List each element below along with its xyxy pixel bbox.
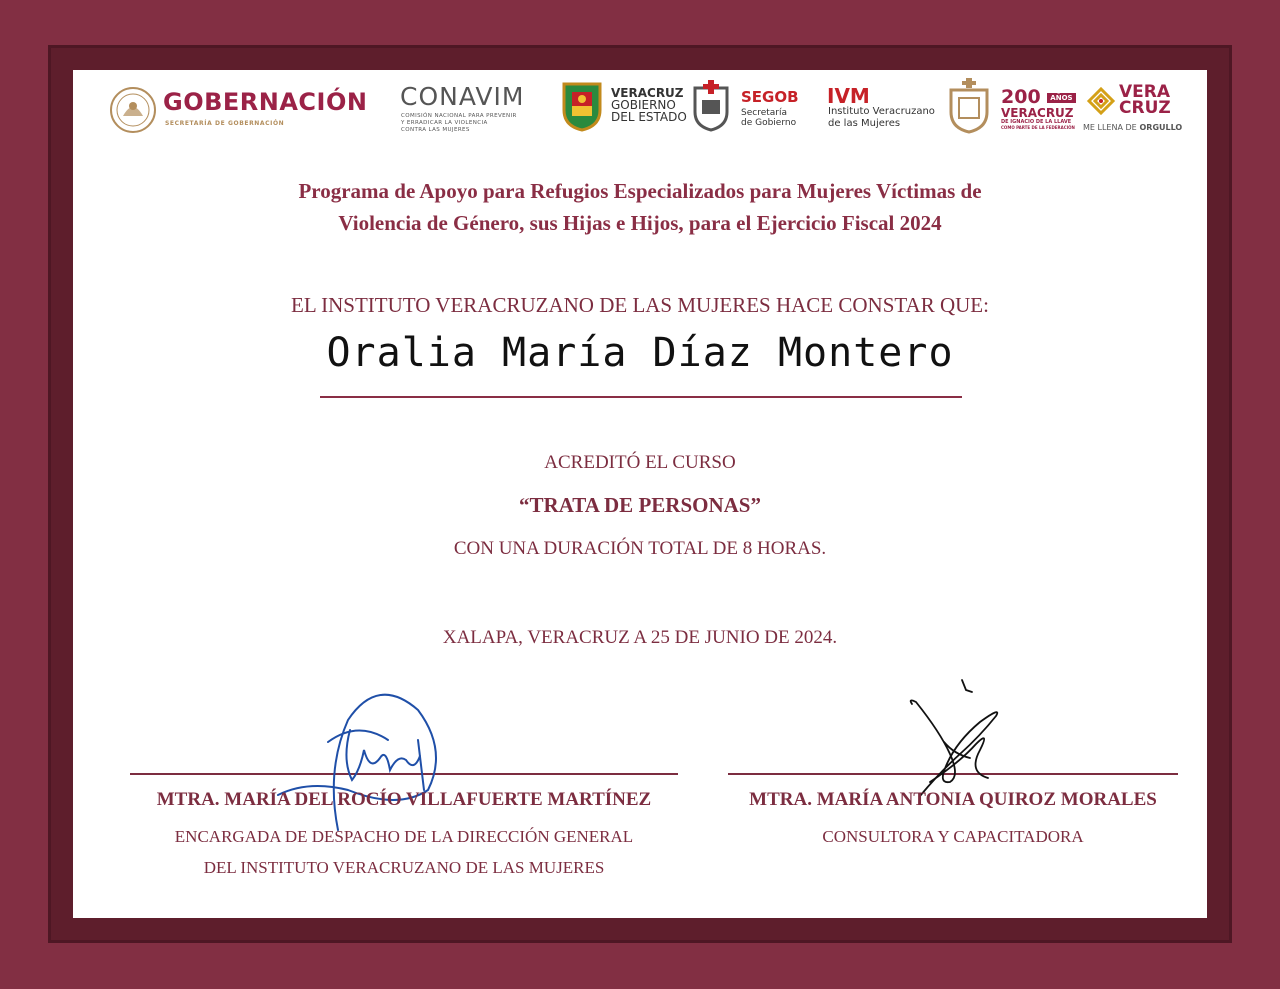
recipient-name: Oralia María Díaz Montero bbox=[326, 330, 954, 376]
signatory-1-role-line-1: ENCARGADA DE DESPACHO DE LA DIRECCIÓN GENERAL bbox=[174, 827, 634, 846]
veracruz-gobierno-text bbox=[611, 87, 687, 123]
veracruz-seal-icon bbox=[947, 78, 991, 134]
200-number: 200 bbox=[1001, 86, 1041, 108]
veracruz-brand-line: CRUZ bbox=[1119, 98, 1171, 118]
veracruz-200-logo bbox=[1001, 88, 1081, 130]
certificate-statement: EL INSTITUTO VERACRUZANO DE LAS MUJERES HACE CONSTAR QUE: bbox=[291, 293, 989, 317]
signature-1-icon bbox=[268, 680, 458, 840]
place-date: XALAPA, VERACRUZ A 25 DE JUNIO DE 2024. bbox=[442, 627, 838, 648]
veracruz-gobierno-line: GOBIERNO bbox=[611, 98, 676, 112]
veracruz-knot-icon bbox=[1085, 85, 1117, 117]
course-name: “TRATA DE PERSONAS” bbox=[519, 493, 761, 517]
veracruz-shield-icon bbox=[560, 80, 604, 132]
accredited-label: ACREDITÓ EL CURSO bbox=[544, 452, 736, 473]
signatory-1-name: MTRA. MARÍA DEL ROCÍO VILLAFUERTE MARTÍNEZ bbox=[156, 789, 652, 810]
program-line: Violencia de Género, sus Hijas e Hijos, para el Ejercicio Fiscal 2024 bbox=[338, 211, 942, 235]
conavim-title: CONAVIM bbox=[400, 82, 525, 111]
logo-strip bbox=[73, 70, 1207, 154]
200-veracruz-title: VERACRUZ bbox=[1001, 105, 1074, 120]
segob-emblem-icon bbox=[691, 80, 731, 132]
program-line: Programa de Apoyo para Refugios Especializados para Mujeres Víctimas de bbox=[298, 179, 982, 203]
veracruz-brand-text bbox=[1119, 84, 1171, 116]
signatory-2-role: CONSULTORA Y CAPACITADORA bbox=[822, 827, 1084, 846]
conavim-sub-line: COMISIÓN NACIONAL PARA PREVENIR bbox=[401, 113, 517, 119]
gobernacion-seal-icon bbox=[109, 86, 157, 134]
gobernacion-subtitle: SECRETARÍA DE GOBERNACIÓN bbox=[165, 120, 285, 127]
program-title bbox=[0, 175, 1280, 239]
ivm-sub-line: Instituto Veracruzano bbox=[828, 106, 935, 117]
ivm-title: IVM bbox=[827, 84, 870, 108]
200-sub-line: COMO PARTE DE LA FEDERACIÓN bbox=[1001, 124, 1075, 130]
segob-subtitle bbox=[741, 108, 796, 128]
veracruz-gobierno-line: DEL ESTADO bbox=[611, 110, 687, 124]
conavim-sub-line: CONTRA LAS MUJERES bbox=[401, 127, 470, 133]
course-duration: CON UNA DURACIÓN TOTAL DE 8 HORAS. bbox=[453, 538, 827, 559]
conavim-subtitle bbox=[401, 113, 517, 134]
gobernacion-title: GOBERNACIÓN bbox=[163, 88, 368, 116]
signature-2-icon bbox=[900, 672, 1010, 802]
segob-sub-line: de Gobierno bbox=[741, 118, 797, 128]
200-sub-line: DE IGNACIO DE LA LLAVE bbox=[1001, 118, 1072, 125]
anos-badge: AÑOS bbox=[1047, 93, 1075, 103]
veracruz-brand-line: VERA bbox=[1119, 82, 1171, 102]
recipient-underline bbox=[320, 396, 962, 398]
conavim-sub-line: Y ERRADICAR LA VIOLENCIA bbox=[401, 120, 488, 126]
segob-title: SEGOB bbox=[741, 88, 799, 106]
ivm-sub-line: de las Mujeres bbox=[828, 118, 901, 129]
ivm-subtitle bbox=[828, 106, 935, 130]
signatory-1-role-line-2: DEL INSTITUTO VERACRUZANO DE LAS MUJERES bbox=[203, 858, 605, 877]
veracruz-tagline bbox=[1083, 123, 1182, 132]
veracruz-gobierno-line: VERACRUZ bbox=[611, 86, 684, 100]
segob-sub-line: Secretaría bbox=[741, 108, 787, 118]
tagline-bold: ORGULLO bbox=[1139, 123, 1183, 132]
tagline-plain: ME LLENA DE bbox=[1083, 123, 1137, 132]
signatory-2-name: MTRA. MARÍA ANTONIA QUIROZ MORALES bbox=[749, 789, 1157, 810]
